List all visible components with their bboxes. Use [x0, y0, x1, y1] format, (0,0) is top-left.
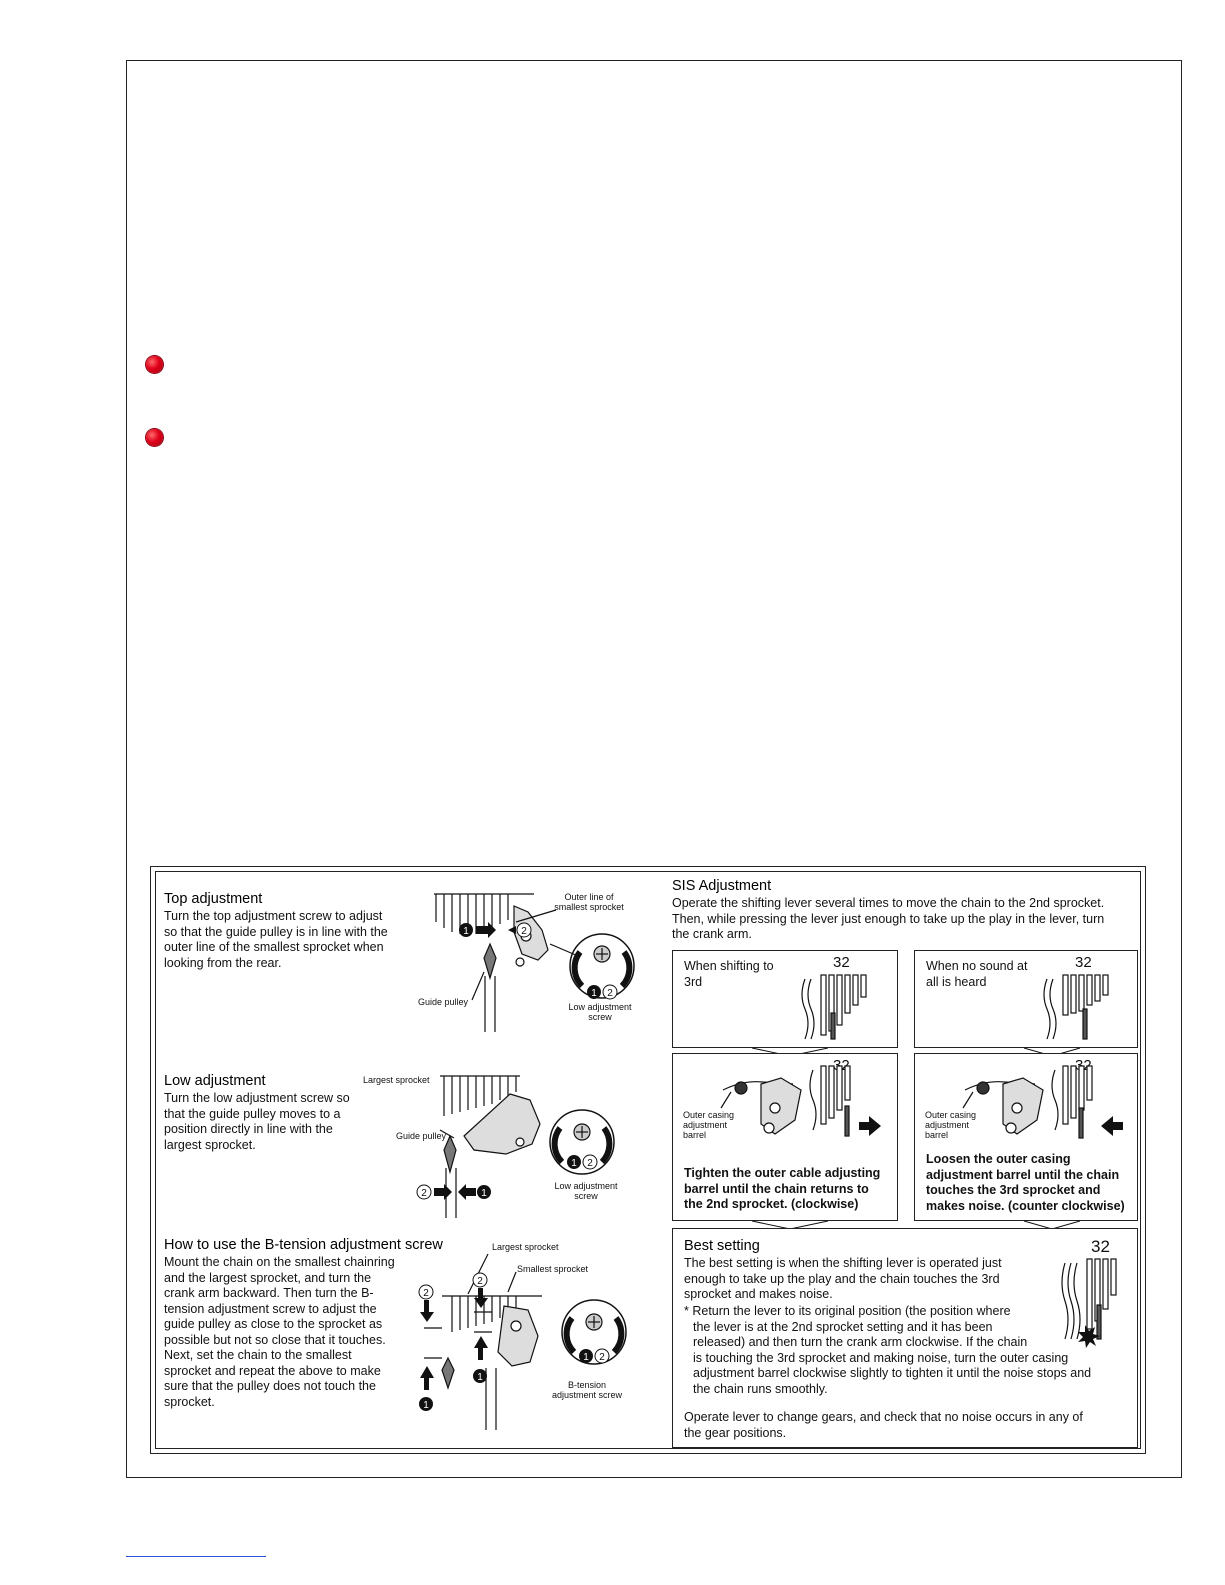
best-setting-footer: Operate lever to change gears, and check that no noise occurs in any of the gear positions. — [684, 1410, 1083, 1440]
outer-casing-label: Outer casing adjustment barrel — [925, 1110, 977, 1140]
smallest-sprocket-label: Smallest sprocket — [517, 1264, 589, 1274]
low-screw-label: Low adjustment screw — [568, 1002, 632, 1022]
outer-casing-label: Outer casing adjustment barrel — [683, 1110, 735, 1140]
gear-number: 32 — [833, 954, 850, 971]
bullet-icon — [146, 429, 163, 446]
shift-to-3rd-title: When shifting to 3rd — [684, 959, 774, 989]
svg-text:1: 1 — [463, 926, 469, 937]
top-adjustment-text: Turn the top adjustment screw to adjust so that the guide pulley is in line with the outer line of the smallest sprocket when looking from the rear. — [164, 909, 388, 970]
gear-number: 32 — [1075, 954, 1092, 971]
svg-text:1: 1 — [477, 1372, 483, 1383]
guide-pulley-label: Guide pulley — [418, 997, 469, 1007]
low-adjustment-text: Turn the low adjustment screw so that the guide pulley moves to a position directly in line with the largest sprocket. — [164, 1091, 350, 1152]
loosen-box — [914, 1053, 1138, 1221]
derailleur-loosen-illustration — [955, 1064, 1135, 1144]
outer-line-label: Outer line of smallest sprocket — [554, 892, 624, 912]
no-sound-title: When no sound at all is heard — [926, 959, 1028, 989]
sprocket-diagram — [797, 973, 867, 1043]
b-tension-title: How to use the B-tension adjustment screw — [164, 1237, 443, 1253]
sprocket-diagram — [1039, 973, 1109, 1043]
svg-text:2: 2 — [607, 988, 613, 999]
largest-sprocket-label: Largest sprocket — [492, 1242, 559, 1252]
sis-intro-text: Operate the shifting lever several times to move the chain to the 2nd sprocket. Then, while pressing the lever just enough to take up the play in the lever, turn the crank arm. — [672, 896, 1105, 941]
svg-text:2: 2 — [423, 1288, 429, 1299]
svg-text:1: 1 — [583, 1352, 589, 1363]
svg-text:2: 2 — [599, 1352, 605, 1363]
svg-text:2: 2 — [587, 1158, 593, 1169]
best-setting-note: * Return the lever to its original position (the position where the lever is at the 2nd sprocket setting and it has been released) and then turn the crank arm clockwise. If the chain is touching the 3rd sprocket and making noise, turn the outer casing adjustment barrel clockwise slightly to tighten it until the noise stops and the chain runs smoothly. — [684, 1304, 1092, 1396]
svg-text:2: 2 — [421, 1188, 427, 1199]
svg-text:2: 2 — [477, 1276, 483, 1287]
best-setting-title: Best setting — [684, 1238, 760, 1254]
svg-text:1: 1 — [591, 988, 597, 999]
svg-text:1: 1 — [571, 1158, 577, 1169]
b-screw-label: B-tension adjustment screw — [551, 1380, 623, 1400]
footer-link-underline[interactable] — [126, 1556, 266, 1557]
low-screw-label: Low adjustment screw — [554, 1181, 618, 1201]
svg-text:1: 1 — [481, 1188, 487, 1199]
shift-to-3rd-box — [672, 950, 898, 1048]
largest-sprocket-label: Largest sprocket — [363, 1075, 430, 1085]
svg-text:1: 1 — [423, 1400, 429, 1411]
loosen-text: Loosen the outer casing adjustment barrel until the chain touches the 3rd sprocket and makes noise. (counter clockwise) — [926, 1152, 1125, 1213]
best-setting-text: The best setting is when the shifting lever is operated just enough to take up the play and the chain touches the 3rd sprocket and makes noise. — [684, 1256, 1002, 1301]
no-sound-box — [914, 950, 1138, 1048]
best-setting-box — [672, 1228, 1138, 1448]
derailleur-tighten-illustration — [713, 1064, 893, 1144]
low-adjustment-title: Low adjustment — [164, 1073, 266, 1089]
top-adjustment-title: Top adjustment — [164, 891, 263, 907]
gear-number: 32 — [1091, 1237, 1110, 1256]
svg-text:2: 2 — [521, 926, 527, 937]
b-tension-illustration — [412, 1250, 642, 1436]
tighten-box — [672, 1053, 898, 1221]
b-tension-text: Mount the chain on the smallest chainring and the largest sprocket, and turn the crank arm backward. Then turn the B- tension adjustment screw to adjust the guide pulley as close to the sprocket as possible but not so close that it touches. Next, set the chain to the smallest sprocket and repeat the above to make sure that the pulley does not touch the sprocket. — [164, 1255, 395, 1409]
sis-title: SIS Adjustment — [672, 878, 772, 894]
tighten-text: Tighten the outer cable adjusting barrel until the chain returns to the 2nd sprocket. (clockwise) — [684, 1166, 881, 1211]
guide-pulley-label: Guide pulley — [396, 1131, 447, 1141]
bullet-icon — [146, 356, 163, 373]
